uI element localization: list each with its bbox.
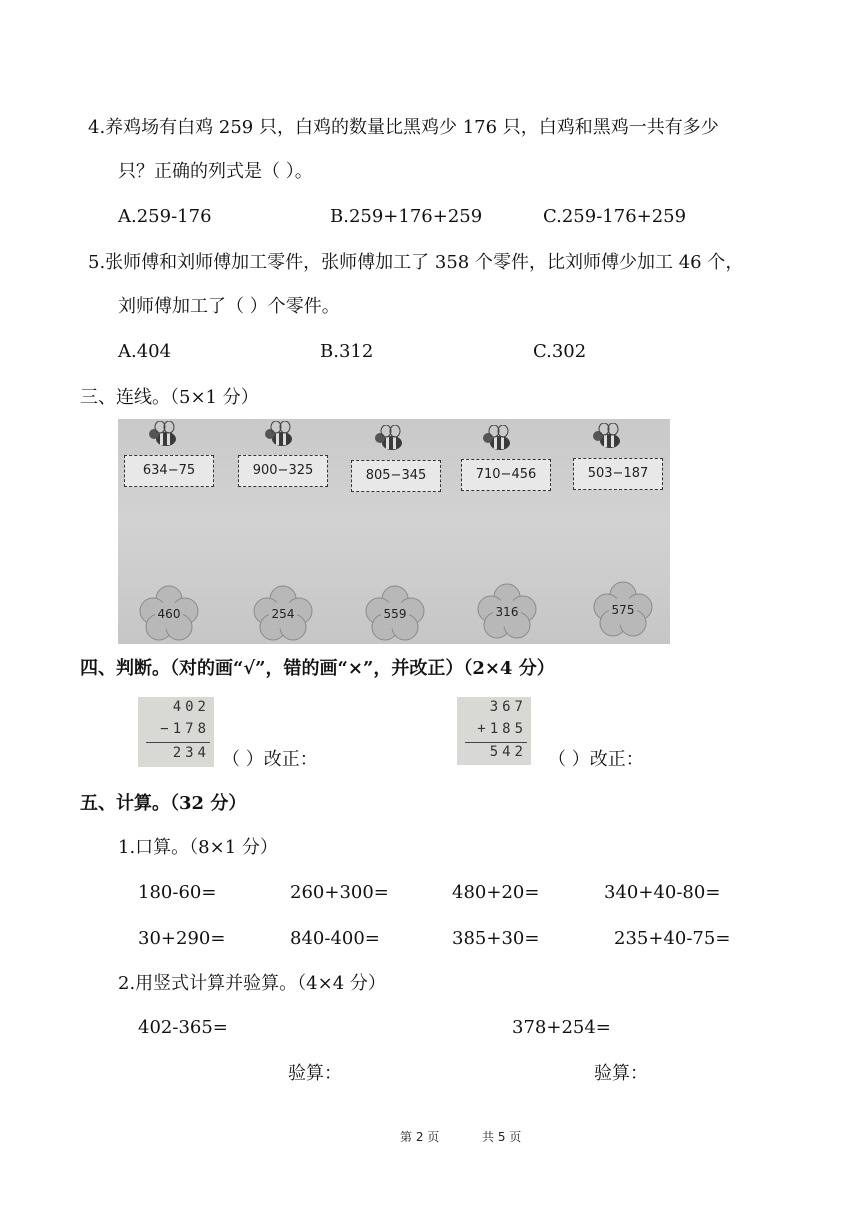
mental-calc: 340+40-80= bbox=[604, 882, 721, 903]
calc2-result: 542 bbox=[489, 744, 527, 760]
q5-line1: 5.张师傅和刘师傅加工零件，张师傅加工了 358 个零件，比刘师傅少加工 46 个， bbox=[88, 252, 744, 273]
section5-sub2: 2.用竖式计算并验算。（4×4 分） bbox=[118, 973, 386, 994]
mental-calc: 840-400= bbox=[290, 928, 380, 949]
calc1-mid: −178 bbox=[160, 721, 210, 737]
section5-title: 五、计算。（32 分） bbox=[80, 793, 247, 814]
mental-calc: 385+30= bbox=[452, 928, 540, 949]
bee-icon bbox=[366, 425, 406, 455]
q4-option-b: B.259+176+259 bbox=[330, 206, 483, 227]
answer-label[interactable]: 575 bbox=[611, 603, 635, 617]
judge-blank-2[interactable]: （ ）改正： bbox=[548, 749, 644, 770]
judge-blank-1[interactable]: （ ）改正： bbox=[222, 749, 318, 770]
answer-label[interactable]: 559 bbox=[383, 607, 407, 621]
q4-line2: 只？正确的列式是（ ）。 bbox=[118, 161, 313, 182]
calc2-divider bbox=[465, 742, 527, 743]
calc1-result: 234 bbox=[172, 745, 210, 761]
vertical-calc-1 bbox=[138, 697, 214, 767]
q4-option-c: C.259-176+259 bbox=[543, 206, 687, 227]
bee-icon bbox=[256, 421, 296, 451]
bee-icon bbox=[140, 421, 180, 451]
mental-calc: 235+40-75= bbox=[614, 928, 731, 949]
vertical-calc-problem: 402-365= bbox=[138, 1017, 228, 1038]
expression-box[interactable]: 503−187 bbox=[573, 458, 663, 490]
mental-calc: 30+290= bbox=[138, 928, 226, 949]
expression-box[interactable]: 710−456 bbox=[461, 459, 551, 491]
vertical-calc-problem: 378+254= bbox=[512, 1017, 611, 1038]
answer-label[interactable]: 254 bbox=[271, 607, 295, 621]
q4-line1: 4.养鸡场有白鸡 259 只，白鸡的数量比黑鸡少 176 只，白鸡和黑鸡一共有多少 bbox=[88, 117, 719, 138]
q5-line2: 刘师傅加工了（ ）个零件。 bbox=[118, 296, 340, 317]
vertical-calc-2 bbox=[457, 697, 531, 765]
page-total: 共 5 页 bbox=[482, 1130, 522, 1144]
bee-icon bbox=[584, 423, 624, 453]
check-label: 验算： bbox=[288, 1063, 342, 1084]
page-number: 第 2 页 bbox=[400, 1130, 440, 1144]
answer-label[interactable]: 316 bbox=[495, 605, 519, 619]
calc2-mid: +185 bbox=[477, 721, 527, 737]
bee-icon bbox=[474, 425, 514, 455]
expression-box[interactable]: 900−325 bbox=[238, 455, 328, 487]
calc2-top: 367 bbox=[489, 699, 527, 715]
expression-box[interactable]: 805−345 bbox=[351, 460, 441, 492]
q5-option-a: A.404 bbox=[118, 341, 172, 362]
q5-option-c: C.302 bbox=[533, 341, 587, 362]
expression-box[interactable]: 634−75 bbox=[124, 455, 214, 487]
q5-option-b: B.312 bbox=[320, 341, 374, 362]
calc1-divider bbox=[146, 742, 210, 743]
mental-calc: 180-60= bbox=[138, 882, 217, 903]
check-label: 验算： bbox=[594, 1063, 648, 1084]
q4-option-a: A.259-176 bbox=[118, 206, 212, 227]
section5-sub1: 1.口算。（8×1 分） bbox=[118, 837, 278, 858]
section3-title: 三、连线。（5×1 分） bbox=[80, 387, 259, 408]
calc1-top: 402 bbox=[172, 699, 210, 715]
answer-label[interactable]: 460 bbox=[157, 607, 181, 621]
mental-calc: 260+300= bbox=[290, 882, 389, 903]
matching-photo bbox=[118, 419, 670, 644]
section4-title: 四、判断。（对的画“√”，错的画“×”，并改正）（2×4 分） bbox=[80, 658, 555, 679]
mental-calc: 480+20= bbox=[452, 882, 540, 903]
